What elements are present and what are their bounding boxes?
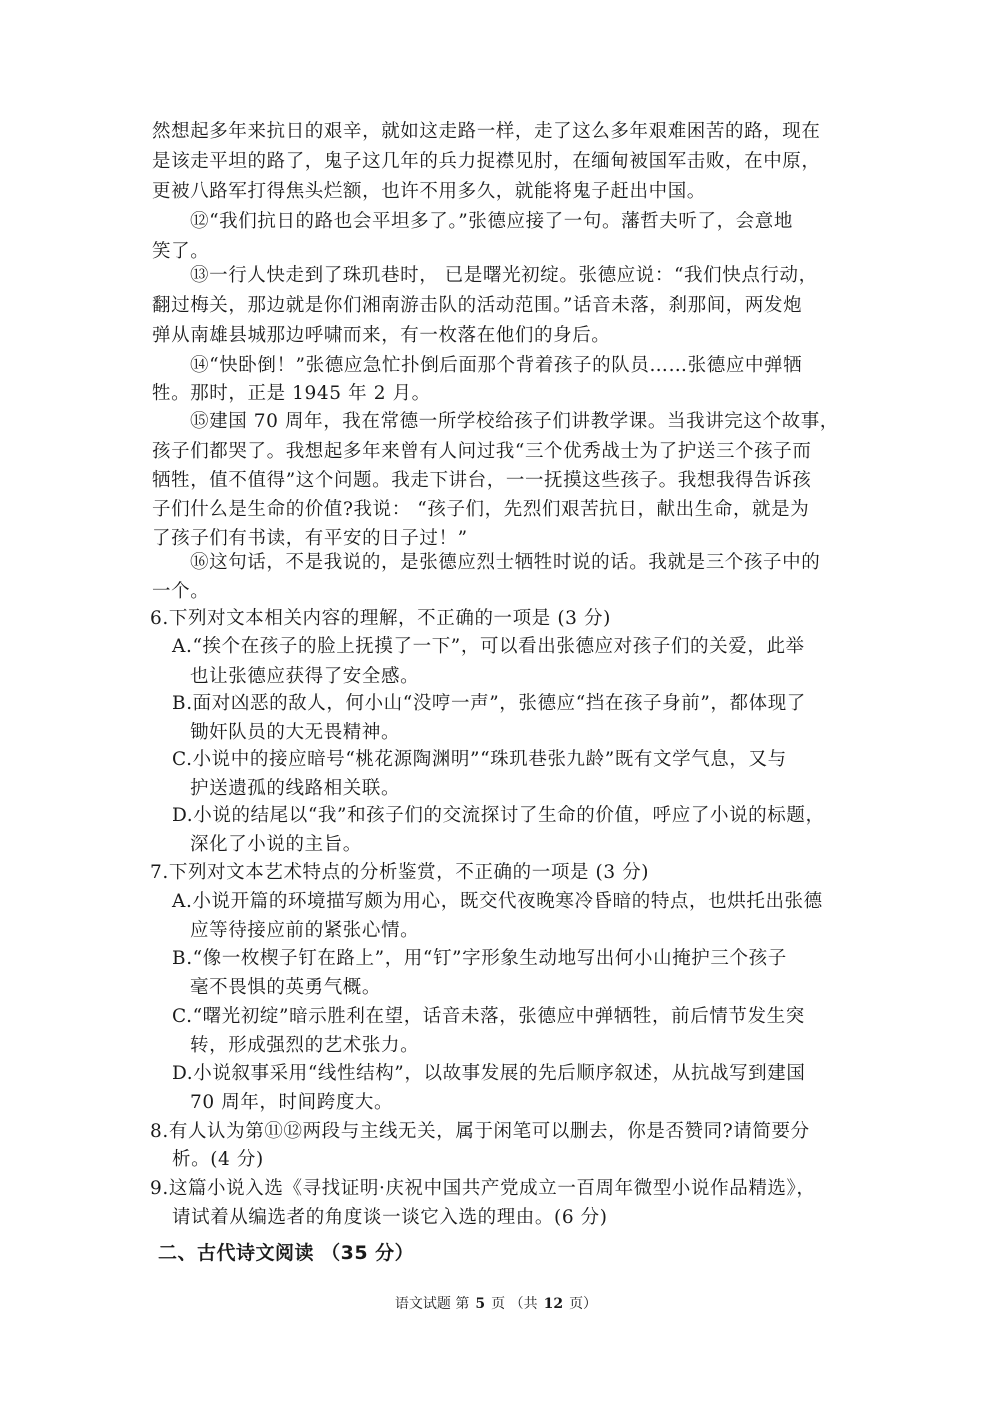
story-line: 翻过梅关，那边就是你们湘南游击队的活动范围。”话音未落，刹那间，两发炮: [152, 295, 803, 316]
story-line: 牲。那时，正是 1945 年 2 月。: [152, 383, 431, 404]
question-9: 9.这篇小说入选《寻找证明·庆祝中国共产党成立一百周年微型小说作品精选》，: [150, 1178, 816, 1199]
question-8: 8.有人认为第⑪⑫两段与主线无关，属于闲笔可以删去，你是否赞同?请简要分: [150, 1121, 810, 1142]
question-7-option-a: 应等待接应前的紧张心情。: [190, 920, 420, 941]
story-line: ⑫“我们抗日的路也会平坦多了。”张德应接了一句。藩哲夫听了，会意地: [190, 211, 793, 232]
question-6-option-b: 锄奸队员的大无畏精神。: [190, 722, 401, 743]
question-6-option-c: C.小说中的接应暗号“桃花源陶渊明”“珠玑巷张九龄”既有文学气息，又与: [172, 749, 787, 770]
question-7-option-d: D.小说叙事采用“线性结构”，以故事发展的先后顺序叙述，从抗战写到建国: [172, 1063, 806, 1084]
section-heading: 二、古代诗文阅读 （35 分）: [158, 1242, 415, 1264]
question-6-option-b: B.面对凶恶的敌人，何小山“没哼一声”，张德应“挡在孩子身前”，都体现了: [172, 693, 806, 714]
question-6-option-d: D.小说的结尾以“我”和孩子们的交流探讨了生命的价值，呼应了小说的标题，: [172, 805, 825, 826]
story-line: ⑬一行人快走到了珠玑巷时， 已是曙光初绽。张德应说：“我们快点行动，: [190, 265, 818, 286]
question-7-option-b: B.“像一枚楔子钉在路上”，用“钉”字形象生动地写出何小山掩护三个孩子: [172, 948, 787, 969]
story-line: 牺牲，值不值得”这个问题。我走下讲台，一一抚摸这些孩子。我想我得告诉孩: [152, 470, 812, 491]
footer-mid: 页 （共: [491, 1296, 538, 1312]
story-line: 子们什么是生命的价值?我说： “孩子们，先烈们艰苦抗日，献出生命，就是为: [152, 499, 810, 520]
story-line: 一个。: [152, 581, 210, 602]
page-footer: [0, 1293, 992, 1313]
story-line: ⑯这句话，不是我说的，是张德应烈士牺牲时说的话。我就是三个孩子中的: [190, 552, 821, 573]
question-7-option-d: 70 周年，时间跨度大。: [190, 1092, 394, 1113]
story-line: 弹从南雄县城那边呼啸而来，有一枚落在他们的身后。: [152, 325, 611, 346]
total-pages: 12: [543, 1296, 564, 1312]
question-7-option-a: A.小说开篇的环境描写颇为用心，既交代夜晚寒冷昏暗的特点，也烘托出张德: [172, 891, 823, 912]
story-line: 是该走平坦的路了，鬼子这几年的兵力捉襟见肘，在缅甸被国军击败，在中原，: [152, 151, 821, 172]
page-number: 5: [475, 1296, 486, 1312]
question-7-stem: 7.下列对文本艺术特点的分析鉴赏，不正确的一项是 (3 分): [150, 862, 650, 883]
question-6-stem: 6.下列对文本相关内容的理解，不正确的一项是 (3 分): [150, 608, 611, 629]
question-7-option-b: 毫不畏惧的英勇气概。: [190, 977, 382, 998]
story-line: 然想起多年来抗日的艰辛，就如这走路一样，走了这么多年艰难困苦的路，现在: [152, 121, 821, 142]
question-6-option-d: 深化了小说的主旨。: [190, 834, 362, 855]
question-6-option-a: 也让张德应获得了安全感。: [190, 666, 420, 687]
question-7-option-c: 转，形成强烈的艺术张力。: [190, 1035, 420, 1056]
story-line: 笑了。: [152, 241, 210, 262]
story-line: ⑮建国 70 周年，我在常德一所学校给孩子们讲教学课。当我讲完这个故事，: [190, 411, 839, 432]
story-line: 了孩子们有书读，有平安的日子过！”: [152, 528, 468, 549]
question-6-option-a: A.“挨个在孩子的脸上抚摸了一下”，可以看出张德应对孩子们的关爱，此举: [172, 636, 805, 657]
question-8: 析。(4 分): [172, 1149, 264, 1170]
story-line: ⑭“快卧倒！”张德应急忙扑倒后面那个背着孩子的队员……张德应中弹牺: [190, 355, 803, 376]
question-6-option-c: 护送遗孤的线路相关联。: [190, 778, 401, 799]
footer-prefix: 语文试题 第: [394, 1296, 470, 1312]
story-line: 更被八路军打得焦头烂额，也许不用多久，就能将鬼子赶出中国。: [152, 181, 706, 202]
footer-suffix: 页）: [569, 1296, 598, 1312]
story-line: 孩子们都哭了。我想起多年来曾有人问过我“三个优秀战士为了护送三个孩子而: [152, 441, 812, 462]
question-9: 请试着从编选者的角度谈一谈它入选的理由。(6 分): [172, 1207, 608, 1228]
question-7-option-c: C.“曙光初绽”暗示胜利在望，话音未落，张德应中弹牺牲，前后情节发生突: [172, 1006, 805, 1027]
